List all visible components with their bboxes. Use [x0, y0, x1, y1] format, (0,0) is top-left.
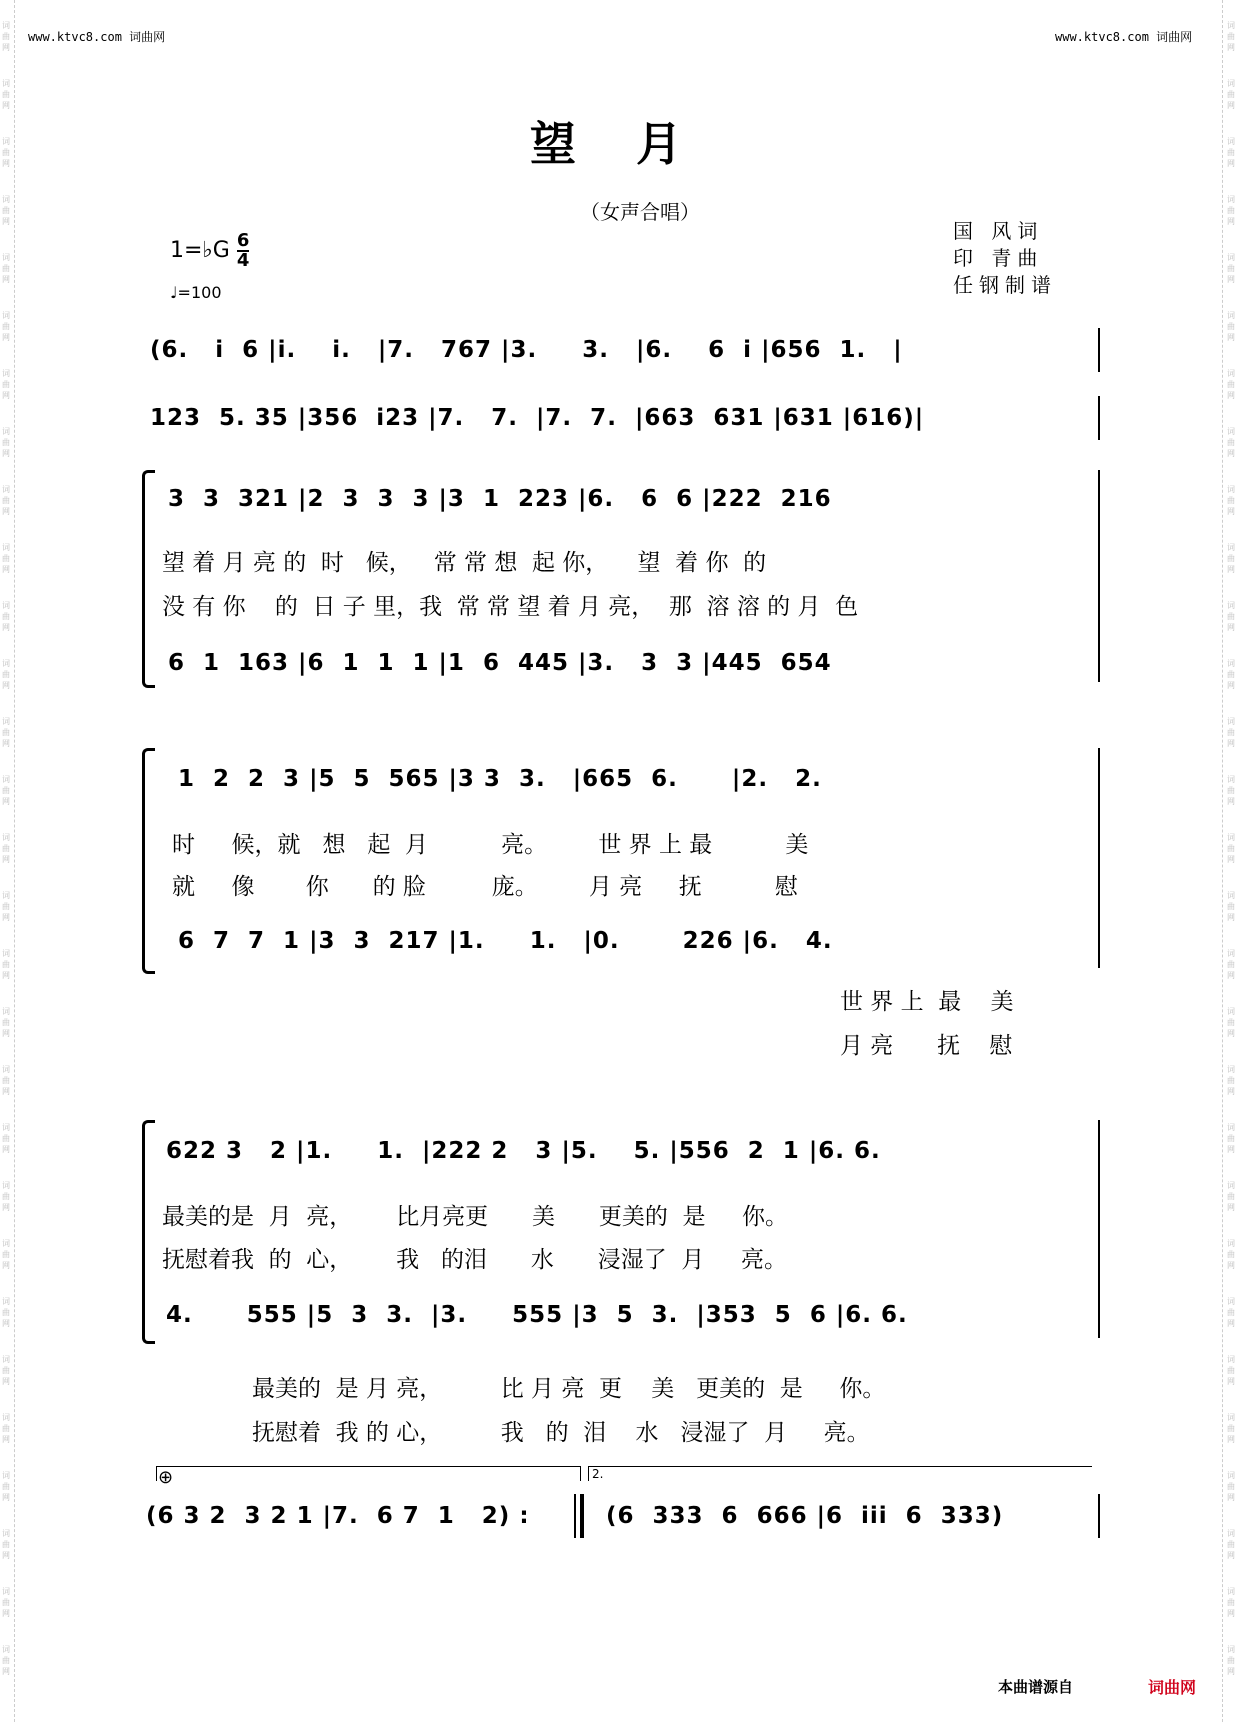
system-3-lyrics-verse-1: 最美的是 月 亮， 比月亮更 美 更美的 是 你。	[162, 1204, 789, 1230]
time-signature	[237, 232, 250, 270]
side-watermark-text: 词曲网	[2, 195, 10, 226]
system-1-end-barline	[1098, 470, 1100, 682]
credits	[953, 218, 1057, 299]
system-2-lower-lyrics-2: 月 亮 抚 慰	[840, 1033, 1013, 1059]
system-2-upper-voice: 1 2 2 3 |5 5 565 |3 3 3. |665 6. |2. 2.	[178, 766, 822, 792]
side-watermark-text: 词曲网	[1227, 1645, 1235, 1676]
intro-end-barline-1	[1098, 328, 1100, 372]
left-watermark-strip	[0, 0, 14, 1722]
system-1-upper-voice: 3 3 321 |2 3 3 3 |3 1 223 |6. 6 6 |222 216	[168, 486, 832, 512]
footer-site-link[interactable]: 词曲网	[1148, 1678, 1197, 1697]
side-watermark-text: 词曲网	[1227, 775, 1235, 806]
side-watermark-text: 词曲网	[2, 1471, 10, 1502]
system-2-lyrics-verse-1: 时 候，就 想 起 月 亮。 世 界 上 最 美	[172, 832, 809, 858]
system-2-lyrics-verse-2: 就 像 你 的 脸 庞。 月 亮 抚 慰	[172, 874, 798, 900]
side-watermark-text: 词曲网	[2, 1645, 10, 1676]
side-watermark-text: 词曲网	[1227, 1007, 1235, 1038]
side-watermark-text: 词曲网	[1227, 1587, 1235, 1618]
system-3-lower-voice: 4. 555 |5 3 3. |3. 555 |3 5 3. |353 5 6 |6. 6.	[166, 1302, 908, 1328]
side-watermark-text: 词曲网	[2, 137, 10, 168]
side-watermark-text: 词曲网	[2, 427, 10, 458]
side-watermark-text: 词曲网	[2, 891, 10, 922]
system-3-lower-lyrics-1: 最美的 是 月 亮， 比 月 亮 更 美 更美的 是 你。	[252, 1376, 886, 1402]
repeat-barline-thick	[580, 1494, 584, 1538]
system-2-lower-voice: 6 7 7 1 |3 3 217 |1. 1. |0. 226 |6. 4.	[178, 928, 833, 954]
side-watermark-text: 词曲网	[2, 949, 10, 980]
side-watermark-text: 词曲网	[1227, 369, 1235, 400]
time-numerator: 6	[236, 230, 250, 251]
side-watermark-text: 词曲网	[2, 1529, 10, 1560]
side-watermark-text: 词曲网	[1227, 1471, 1235, 1502]
coda-symbol: ⊕	[158, 1467, 174, 1488]
system-1-lyrics-verse-2: 没 有 你 的 日 子 里，我 常 常 望 着 月 亮， 那 溶 溶 的 月 色	[162, 594, 859, 620]
system-3-brace	[142, 1120, 155, 1344]
time-denominator: 4	[236, 250, 250, 271]
system-2-end-barline	[1098, 748, 1100, 968]
side-watermark-text: 词曲网	[1227, 427, 1235, 458]
side-watermark-text: 词曲网	[1227, 485, 1235, 516]
side-watermark-text: 词曲网	[1227, 253, 1235, 284]
side-watermark-text: 词曲网	[1227, 833, 1235, 864]
key-signature	[170, 232, 249, 270]
side-watermark-text: 词曲网	[1227, 1297, 1235, 1328]
side-watermark-text: 词曲网	[2, 833, 10, 864]
coda-first-ending: (6 3 2 3 2 1 |7. 6 7 1 2) :	[146, 1503, 530, 1529]
system-1-lyrics-verse-1: 望 着 月 亮 的 时 候， 常 常 想 起 你， 望 着 你 的	[162, 550, 767, 576]
side-watermark-text: 词曲网	[2, 1181, 10, 1212]
right-dashed-border	[1222, 0, 1223, 1722]
side-watermark-text: 词曲网	[1227, 891, 1235, 922]
side-watermark-text: 词曲网	[2, 601, 10, 632]
side-watermark-text: 词曲网	[1227, 21, 1235, 52]
composer-credit: 印 青曲	[953, 246, 1044, 270]
side-watermark-text: 词曲网	[2, 1413, 10, 1444]
side-watermark-text: 词曲网	[2, 717, 10, 748]
tempo-marking: ♩=100	[170, 283, 222, 302]
side-watermark-text: 词曲网	[1227, 79, 1235, 110]
side-watermark-text: 词曲网	[1227, 1123, 1235, 1154]
side-watermark-text: 词曲网	[2, 1123, 10, 1154]
side-watermark-text: 词曲网	[1227, 949, 1235, 980]
header-left-url[interactable]: www.ktvc8.com 词曲网	[28, 30, 166, 44]
side-watermark-text: 词曲网	[2, 1587, 10, 1618]
system-1-brace	[142, 470, 155, 688]
intro-end-barline-2	[1098, 396, 1100, 440]
lyricist-credit: 国 风词	[953, 219, 1044, 243]
system-3-upper-voice: 622 3 2 |1. 1. |222 2 3 |5. 5. |556 2 1 |6. 6.	[166, 1138, 881, 1164]
side-watermark-text: 词曲网	[2, 1297, 10, 1328]
header-right-url[interactable]: www.ktvc8.com 词曲网	[1055, 30, 1193, 44]
key-label: 1=♭G	[170, 238, 230, 263]
repeat-barline-thin	[574, 1494, 576, 1538]
coda-second-ending: (6 333 6 666 |6 iii 6 333)	[606, 1503, 1004, 1529]
side-watermark-text: 词曲网	[1227, 1413, 1235, 1444]
side-watermark-text: 词曲网	[2, 1007, 10, 1038]
side-watermark-text: 词曲网	[2, 659, 10, 690]
subtitle: （女声合唱）	[580, 200, 700, 224]
engraver-credit: 任钢制谱	[953, 273, 1057, 297]
intro-line-1: (6. i 6 |i. i. |7. 767 |3. 3. |6. 6 i |656 1. |	[150, 337, 903, 363]
side-watermark-text: 词曲网	[2, 21, 10, 52]
side-watermark-text: 词曲网	[1227, 137, 1235, 168]
side-watermark-text: 词曲网	[2, 79, 10, 110]
side-watermark-text: 词曲网	[2, 775, 10, 806]
side-watermark-text: 词曲网	[2, 1239, 10, 1270]
page-title: 望月	[530, 117, 742, 171]
system-2-brace	[142, 748, 155, 974]
system-2-lower-lyrics-1: 世 界 上 最 美	[840, 989, 1014, 1015]
system-3-lower-lyrics-2: 抚慰着 我 的 心， 我 的 泪 水 浸湿了 月 亮。	[252, 1420, 870, 1446]
side-watermark-text: 词曲网	[1227, 195, 1235, 226]
system-3-lyrics-verse-2: 抚慰着我 的 心， 我 的泪 水 浸湿了 月 亮。	[162, 1247, 787, 1273]
side-watermark-text: 词曲网	[1227, 1355, 1235, 1386]
side-watermark-text: 词曲网	[1227, 717, 1235, 748]
side-watermark-text: 词曲网	[2, 1355, 10, 1386]
left-dashed-border	[14, 0, 15, 1722]
side-watermark-text: 词曲网	[1227, 1529, 1235, 1560]
side-watermark-text: 词曲网	[2, 543, 10, 574]
side-watermark-text: 词曲网	[2, 311, 10, 342]
system-3-end-barline	[1098, 1120, 1100, 1338]
side-watermark-text: 词曲网	[1227, 311, 1235, 342]
side-watermark-text: 词曲网	[2, 369, 10, 400]
side-watermark-text: 词曲网	[1227, 543, 1235, 574]
side-watermark-text: 词曲网	[1227, 659, 1235, 690]
side-watermark-text: 词曲网	[1227, 1239, 1235, 1270]
intro-line-2: 123 5. 35 |356 i23 |7. 7. |7. 7. |663 631 |631 |616)|	[150, 405, 925, 431]
footer-source-label: 本曲谱源自	[998, 1678, 1074, 1696]
right-watermark-strip	[1225, 0, 1239, 1722]
side-watermark-text: 词曲网	[1227, 601, 1235, 632]
side-watermark-text: 词曲网	[2, 1065, 10, 1096]
side-watermark-text: 词曲网	[2, 485, 10, 516]
volta-2-bracket	[588, 1466, 1092, 1481]
side-watermark-text: 词曲网	[2, 253, 10, 284]
side-watermark-text: 词曲网	[1227, 1065, 1235, 1096]
side-watermark-text: 词曲网	[1227, 1181, 1235, 1212]
final-barline	[1098, 1494, 1100, 1538]
system-1-lower-voice: 6 1 163 |6 1 1 1 |1 6 445 |3. 3 3 |445 654	[168, 650, 832, 676]
volta-1-bracket	[156, 1466, 581, 1481]
volta-2-label: 2.	[592, 1467, 604, 1481]
